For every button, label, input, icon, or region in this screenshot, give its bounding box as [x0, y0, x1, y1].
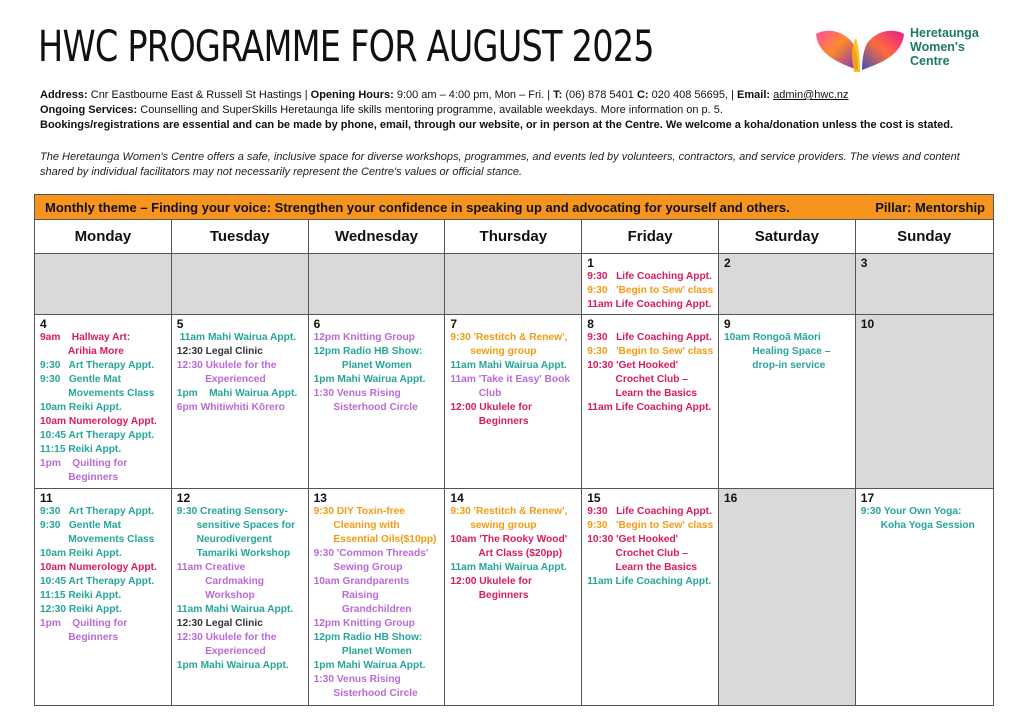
event-line: Grandchildren [313, 604, 412, 615]
event-line: Experienced [176, 646, 266, 657]
calendar-week-row [35, 315, 993, 489]
info-block [40, 88, 1000, 133]
bookings-text: Bookings/registrations are essential and can be made by phone, email, through our website, or in person at the Centre. We welcome a koha/donation unless the cost is stated. [40, 119, 953, 131]
event-line: 1:30 Venus Rising [313, 388, 401, 399]
calendar-day-cell [309, 315, 446, 488]
event-line: 11am Mahi Wairua Appt. [176, 332, 297, 343]
event-line: 9:30 'Begin to Sew' class [587, 520, 714, 531]
email-link[interactable]: admin@hwc.nz [773, 89, 849, 101]
ongoing-label: Ongoing Services: [40, 104, 138, 116]
event-line: Learn the Basics [587, 562, 698, 573]
day-number: 6 [313, 317, 321, 331]
event-line: Tamariki Workshop [176, 548, 291, 559]
calendar-weeks [35, 254, 993, 705]
day-number: 10 [860, 317, 875, 331]
day-number: 4 [40, 317, 47, 331]
event-line: 11am Creative [176, 562, 246, 573]
address-label: Address: [40, 89, 88, 101]
event-line: 12:30 Ukulele for the [176, 632, 277, 643]
day-number: 8 [587, 317, 594, 331]
calendar-day-cell [172, 489, 309, 705]
event-line: 10:30 'Get Hooked' [587, 360, 679, 371]
event-line: 1pm Quilting for [40, 458, 128, 469]
calendar-day-cell [582, 315, 719, 488]
monthly-theme: Monthly theme – Finding your voice: Strengthen your confidence in speaking up and advocating for yourself and others. [45, 199, 790, 215]
event-line: 9:30 Your Own Yoga: [860, 506, 962, 517]
event-line: 9:30 'Begin to Sew' class [587, 285, 714, 296]
day-number: 3 [860, 256, 868, 270]
calendar-day-cell [35, 315, 172, 488]
event-line: 9:30 'Restitch & Renew', [450, 506, 568, 517]
calendar-day-cell [856, 315, 993, 488]
bookings-line [40, 118, 1000, 133]
calendar-day-cell [719, 315, 856, 488]
calendar-day-cell [445, 315, 582, 488]
event-line: 10am Reiki Appt. [40, 402, 122, 413]
day-number: 7 [450, 317, 458, 331]
event-line: Beginners [450, 416, 529, 427]
logo-line-1: Heretaunga [910, 26, 979, 40]
calendar-day-cell [582, 254, 719, 314]
calendar-day-cell [856, 254, 993, 314]
event-line: Raising [313, 590, 379, 601]
event-line: sewing group [450, 520, 537, 531]
event-line: 12:30 Ukulele for the [176, 360, 277, 371]
info-contact-line [40, 88, 1000, 103]
event-line: 10am Rongoā Māori [723, 332, 821, 343]
disclaimer-note: The Heretaunga Women's Centre offers a safe, inclusive space for diverse workshops, programmes, and events led by volunteers, contractors, and service providers. The views and content shared by individual facilitators may not necessarily represent the Centre's values or official stance. [40, 151, 960, 178]
weekday-header: Tuesday [172, 220, 309, 253]
calendar-day-cell [172, 315, 309, 488]
phone: (06) 878 5401 [562, 89, 637, 101]
logo-butterfly-icon [812, 20, 908, 78]
email-label: Email: [737, 89, 771, 101]
calendar-week-row [35, 254, 993, 315]
event-line: 11am Life Coaching Appt. [587, 402, 712, 413]
calendar-day-cell [309, 489, 446, 705]
page-title: HWC PROGRAMME FOR AUGUST 2025 [38, 22, 654, 72]
day-number: 16 [723, 491, 738, 505]
event-line: 12:00 Ukulele for [450, 402, 532, 413]
calendar-day-cell [856, 489, 993, 705]
calendar-day-cell [35, 254, 172, 314]
event-line: 9:30 'Common Threads' [313, 548, 429, 559]
event-line: 1pm Mahi Wairua Appt. [313, 660, 426, 671]
event-line: Experienced [176, 374, 266, 385]
weekday-header: Thursday [445, 220, 582, 253]
event-line: sewing group [450, 346, 537, 357]
theme-bar [35, 195, 993, 220]
event-line: Learn the Basics [587, 388, 698, 399]
event-line: 12:30 Legal Clinic [176, 618, 263, 629]
event-line: 11am Mahi Wairua Appt. [450, 360, 567, 371]
hours-label: Opening Hours: [310, 89, 394, 101]
day-number: 15 [587, 491, 601, 505]
event-line: 12:30 Legal Clinic [176, 346, 263, 357]
event-line: 9:30 Art Therapy Appt. [40, 506, 155, 517]
weekday-header: Monday [35, 220, 172, 253]
event-line: 6pm Whitiwhiti Kōrero [176, 402, 285, 413]
event-line: drop-in service [723, 360, 826, 371]
event-line: 12pm Radio HB Show: [313, 346, 423, 357]
event-line: 10am 'The Rooky Wood' [450, 534, 568, 545]
event-line: Planet Women [313, 360, 412, 371]
event-line: 1pm Mahi Wairua Appt. [313, 374, 426, 385]
calendar-week-row [35, 489, 993, 705]
event-line: Planet Women [313, 646, 412, 657]
event-line: 1pm Quilting for [40, 618, 128, 629]
event-line: 12:30 Reiki Appt. [40, 604, 122, 615]
event-line: 9am Hallway Art: [40, 332, 131, 343]
event-line: Beginners [40, 632, 119, 643]
logo-line-3: Centre [910, 54, 950, 68]
event-line: Art Class ($20pp) [450, 548, 563, 559]
event-line: 9:30 DIY Toxin-free [313, 506, 405, 517]
calendar-day-cell [445, 489, 582, 705]
event-line: Beginners [40, 472, 119, 483]
calendar-day-cell [719, 254, 856, 314]
event-line: 9:30 Art Therapy Appt. [40, 360, 155, 371]
event-line: 11am Mahi Wairua Appt. [176, 604, 294, 615]
event-line: Workshop [176, 590, 255, 601]
day-number: 14 [450, 491, 464, 505]
event-line: Essential Oils($10pp) [313, 534, 437, 545]
day-number: 1 [587, 256, 594, 270]
pillar: Pillar: Mentorship [875, 199, 985, 215]
ongoing-text: Counselling and SuperSkills Heretaunga life skills mentoring programme, available weekdays. More information on p. 5. [137, 104, 723, 116]
event-line: 10:30 'Get Hooked' [587, 534, 679, 545]
event-line: 12:00 Ukulele for [450, 576, 532, 587]
event-line: 11am 'Take it Easy' Book [450, 374, 570, 385]
logo-line-2: Women's [910, 40, 965, 54]
event-line: Movements Class [40, 534, 155, 545]
event-line: Neurodivergent [176, 534, 272, 545]
event-line: 10am Reiki Appt. [40, 548, 122, 559]
event-line: 9:30 Gentle Mat [40, 520, 121, 531]
event-line: Healing Space – [723, 346, 831, 357]
day-number: 12 [176, 491, 191, 505]
event-line: 12pm Knitting Group [313, 332, 415, 343]
day-number: 17 [860, 491, 875, 505]
logo-text [910, 26, 979, 68]
event-line: 10am Grandparents [313, 576, 410, 587]
event-line: 1pm Mahi Wairua Appt. [176, 660, 289, 671]
event-line: 10am Numerology Appt. [40, 416, 157, 427]
event-line: sensitive Spaces for [176, 520, 296, 531]
logo [812, 20, 992, 80]
event-line: 9:30 Life Coaching Appt. [587, 332, 712, 343]
event-line: 1:30 Venus Rising [313, 674, 401, 685]
event-line: Cleaning with [313, 520, 400, 531]
day-number: 2 [723, 256, 731, 270]
calendar [34, 194, 994, 706]
calendar-day-cell [172, 254, 309, 314]
event-line: 9:30 Creating Sensory- [176, 506, 288, 517]
event-line: 11:15 Reiki Appt. [40, 590, 122, 601]
event-line: Crochet Club – [587, 548, 688, 559]
event-line: Club [450, 388, 502, 399]
cell-label: C: [636, 89, 649, 101]
event-line: 11am Life Coaching Appt. [587, 576, 712, 587]
calendar-day-cell [35, 489, 172, 705]
event-line: 10:45 Art Therapy Appt. [40, 430, 155, 441]
calendar-day-cell [309, 254, 446, 314]
event-line: Koha Yoga Session [860, 520, 975, 531]
event-line: 11am Life Coaching Appt. [587, 299, 712, 310]
event-line: Sisterhood Circle [313, 688, 418, 699]
calendar-day-cell [719, 489, 856, 705]
event-line: Sisterhood Circle [313, 402, 418, 413]
event-line: 9:30 Life Coaching Appt. [587, 271, 712, 282]
event-line: 9:30 Gentle Mat [40, 374, 121, 385]
address: Cnr Eastbourne East & Russell St Hastings | [87, 89, 311, 101]
day-number: 11 [40, 491, 53, 505]
event-line: Beginners [450, 590, 529, 601]
event-line: Cardmaking [176, 576, 264, 587]
ongoing-line [40, 103, 1000, 118]
event-line: 9:30 'Restitch & Renew', [450, 332, 568, 343]
event-line: 10:45 Art Therapy Appt. [40, 576, 155, 587]
day-number: 9 [723, 317, 731, 331]
event-line: 9:30 'Begin to Sew' class [587, 346, 714, 357]
event-line: 11:15 Reiki Appt. [40, 444, 122, 455]
weekday-header: Saturday [719, 220, 856, 253]
event-line: Crochet Club – [587, 374, 688, 385]
cell: 020 408 56695, | [648, 89, 738, 101]
calendar-day-cell [445, 254, 582, 314]
phone-label: T: [553, 89, 563, 101]
weekday-header: Friday [582, 220, 719, 253]
event-line: 12pm Radio HB Show: [313, 632, 423, 643]
hours: 9:00 am – 4:00 pm, Mon – Fri. | [393, 89, 554, 101]
weekday-header-row [35, 220, 993, 254]
weekday-header: Sunday [897, 227, 952, 245]
event-line: 12pm Knitting Group [313, 618, 415, 629]
weekday-header: Wednesday [309, 220, 446, 253]
calendar-day-cell [582, 489, 719, 705]
event-line: 11am Mahi Wairua Appt. [450, 562, 567, 573]
day-number: 13 [313, 491, 327, 505]
event-line: Arihia More [40, 346, 124, 357]
event-line: 1pm Mahi Wairua Appt. [176, 388, 298, 399]
event-line: 9:30 Life Coaching Appt. [587, 506, 712, 517]
day-number: 5 [176, 317, 184, 331]
event-line: Sewing Group [313, 562, 403, 573]
event-line: Movements Class [40, 388, 155, 399]
event-line: 10am Numerology Appt. [40, 562, 157, 573]
